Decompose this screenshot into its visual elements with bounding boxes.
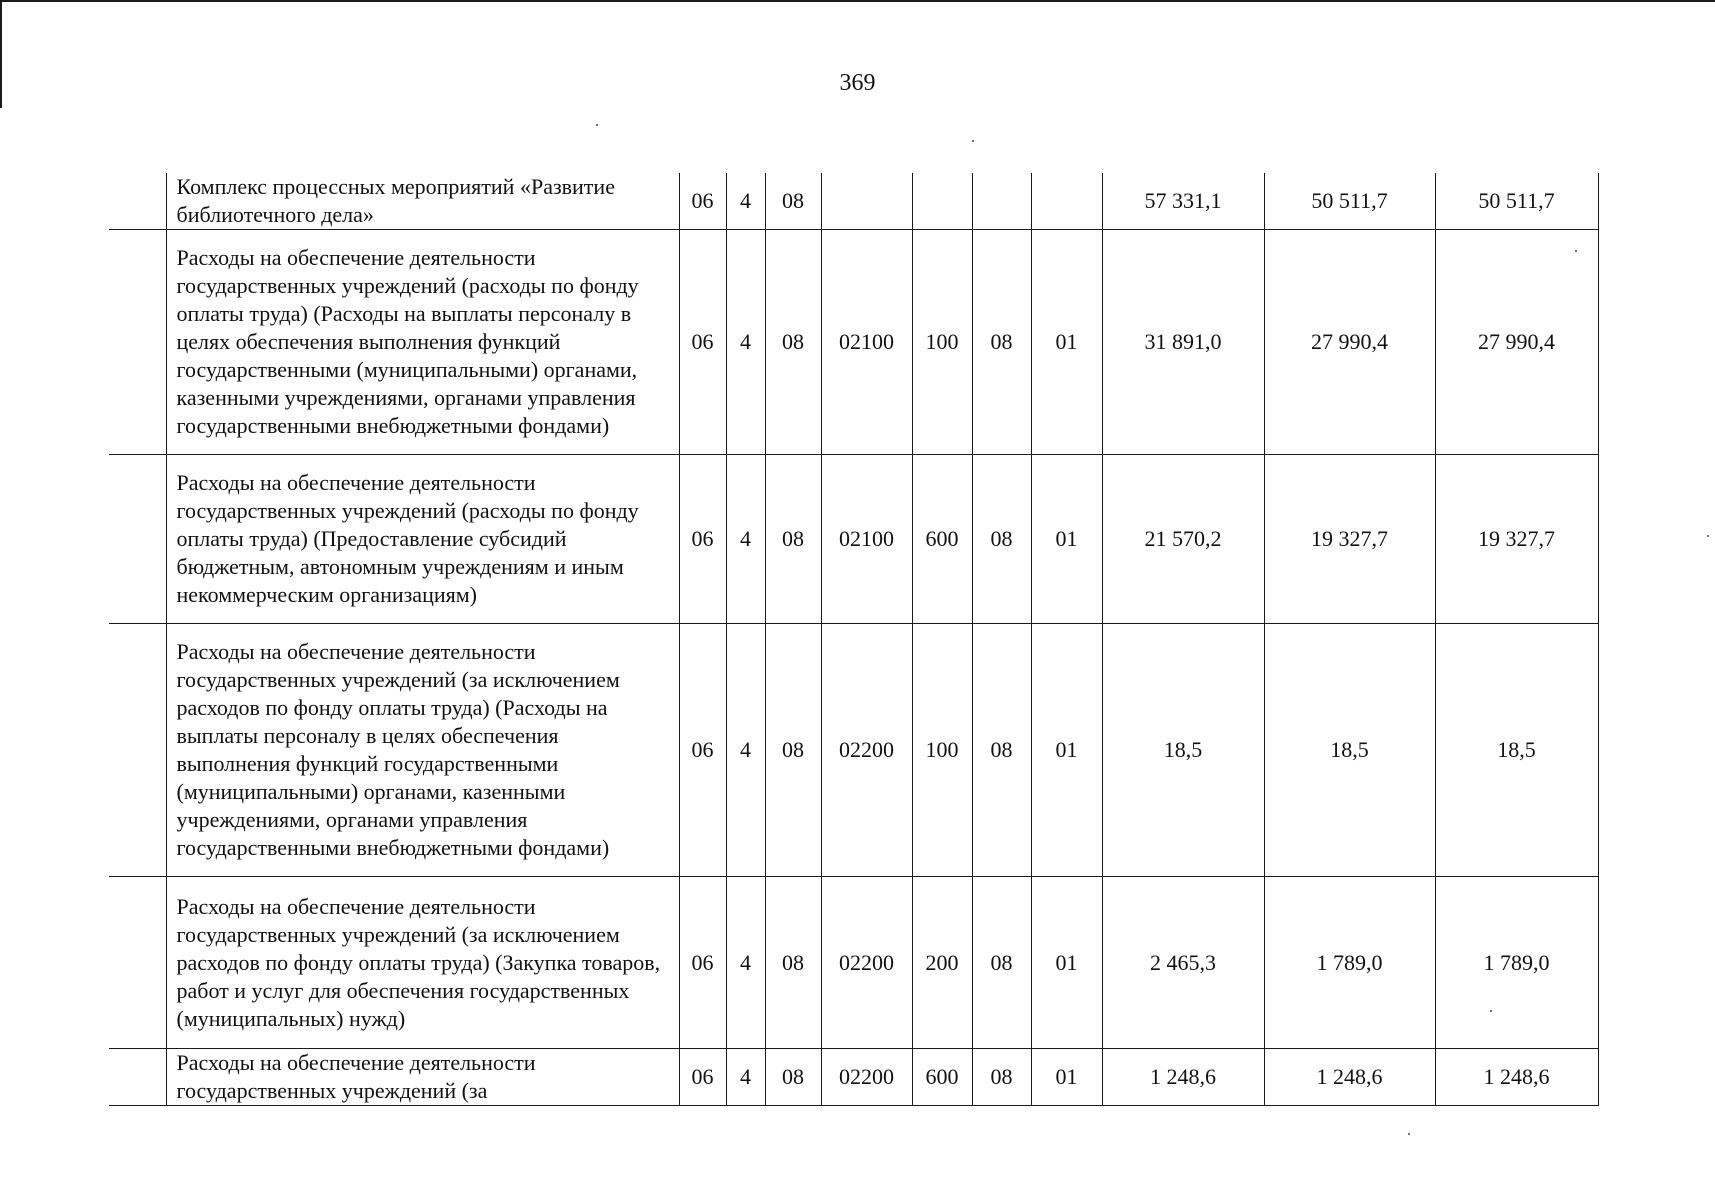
amount-year-2: 1 248,6 [1264, 1049, 1435, 1106]
direction-code: 02100 [821, 230, 912, 455]
division-code: 08 [972, 624, 1031, 877]
direction-code: 02200 [821, 1049, 912, 1106]
scan-edge-top [0, 0, 1715, 2]
subprogram-code: 4 [726, 624, 765, 877]
division-code: 08 [972, 230, 1031, 455]
row-number-cell [109, 455, 166, 624]
amount-year-1: 57 331,1 [1102, 173, 1264, 230]
amount-year-2: 1 789,0 [1264, 877, 1435, 1049]
program-code: 08 [765, 230, 821, 455]
row-description: Комплекс процессных мероприятий «Развитие библиотечного дела» [166, 173, 679, 230]
budget-table [109, 173, 1599, 1106]
section-code: 06 [679, 455, 726, 624]
subprogram-code: 4 [726, 455, 765, 624]
section-code: 06 [679, 173, 726, 230]
scan-speck [1707, 535, 1709, 537]
direction-code: 02200 [821, 877, 912, 1049]
subdivision-code: 01 [1031, 877, 1102, 1049]
division-code [972, 173, 1031, 230]
section-code: 06 [679, 1049, 726, 1106]
program-code: 08 [765, 1049, 821, 1106]
row-description: Расходы на обеспечение деятельности государственных учреждений (расходы по фонду оплаты труда) (Расходы на выплаты персоналу в целях обеспечения выполнения функций государственными (муниципальными) органами, казенными учреждениями, органами управления государственными внебюджетными фондами) [166, 230, 679, 455]
subdivision-code [1031, 173, 1102, 230]
amount-year-1: 2 465,3 [1102, 877, 1264, 1049]
amount-year-3: 27 990,4 [1435, 230, 1598, 455]
program-code: 08 [765, 455, 821, 624]
row-description: Расходы на обеспечение деятельности государственных учреждений (за исключением расходов по фонду оплаты труда) (Расходы на выплаты персоналу в целях обеспечения выполнения функций государственными (муниципальными) органами, казенными учреждениями, органами управления государственными внебюджетными фондами) [166, 624, 679, 877]
row-number-cell [109, 877, 166, 1049]
amount-year-3: 50 511,7 [1435, 173, 1598, 230]
program-code: 08 [765, 173, 821, 230]
division-code: 08 [972, 877, 1031, 1049]
subprogram-code: 4 [726, 1049, 765, 1106]
table-row [109, 877, 1598, 1049]
row-description: Расходы на обеспечение деятельности государственных учреждений (расходы по фонду оплаты труда) (Предоставление субсидий бюджетным, автономным учреждениям и иным некоммерческим организациям) [166, 455, 679, 624]
amount-year-1: 31 891,0 [1102, 230, 1264, 455]
section-code: 06 [679, 877, 726, 1049]
amount-year-2: 27 990,4 [1264, 230, 1435, 455]
amount-year-1: 18,5 [1102, 624, 1264, 877]
amount-year-3: 1 789,0 [1435, 877, 1598, 1049]
subprogram-code: 4 [726, 173, 765, 230]
row-number-cell [109, 1049, 166, 1106]
direction-code [821, 173, 912, 230]
table-row [109, 624, 1598, 877]
table-row [109, 173, 1598, 230]
expense-type-code: 100 [912, 230, 972, 455]
subdivision-code: 01 [1031, 624, 1102, 877]
amount-year-1: 21 570,2 [1102, 455, 1264, 624]
page-number: 369 [839, 70, 876, 96]
scan-speck [1490, 1010, 1492, 1012]
direction-code: 02100 [821, 455, 912, 624]
amount-year-3: 19 327,7 [1435, 455, 1598, 624]
subdivision-code: 01 [1031, 1049, 1102, 1106]
direction-code: 02200 [821, 624, 912, 877]
table-row [109, 1049, 1598, 1106]
subprogram-code: 4 [726, 230, 765, 455]
scan-speck [972, 140, 974, 142]
subprogram-code: 4 [726, 877, 765, 1049]
scan-speck [1575, 250, 1577, 252]
expense-type-code: 100 [912, 624, 972, 877]
budget-table-body [109, 173, 1598, 1106]
scan-speck [1408, 1133, 1410, 1135]
amount-year-1: 1 248,6 [1102, 1049, 1264, 1106]
expense-type-code: 600 [912, 1049, 972, 1106]
expense-type-code: 200 [912, 877, 972, 1049]
row-description: Расходы на обеспечение деятельности государственных учреждений (за исключением расходов по фонду оплаты труда) (Закупка товаров, работ и услуг для обеспечения государственных (муниципальных) нужд) [166, 877, 679, 1049]
division-code: 08 [972, 1049, 1031, 1106]
table-row [109, 455, 1598, 624]
row-number-cell [109, 624, 166, 877]
amount-year-3: 1 248,6 [1435, 1049, 1598, 1106]
division-code: 08 [972, 455, 1031, 624]
amount-year-2: 18,5 [1264, 624, 1435, 877]
program-code: 08 [765, 877, 821, 1049]
amount-year-2: 50 511,7 [1264, 173, 1435, 230]
expense-type-code: 600 [912, 455, 972, 624]
expense-type-code [912, 173, 972, 230]
table-row [109, 230, 1598, 455]
row-number-cell [109, 173, 166, 230]
scan-speck [596, 124, 598, 126]
section-code: 06 [679, 230, 726, 455]
amount-year-2: 19 327,7 [1264, 455, 1435, 624]
subdivision-code: 01 [1031, 455, 1102, 624]
program-code: 08 [765, 624, 821, 877]
amount-year-3: 18,5 [1435, 624, 1598, 877]
section-code: 06 [679, 624, 726, 877]
row-description: Расходы на обеспечение деятельности государственных учреждений (за [166, 1049, 679, 1106]
subdivision-code: 01 [1031, 230, 1102, 455]
row-number-cell [109, 230, 166, 455]
